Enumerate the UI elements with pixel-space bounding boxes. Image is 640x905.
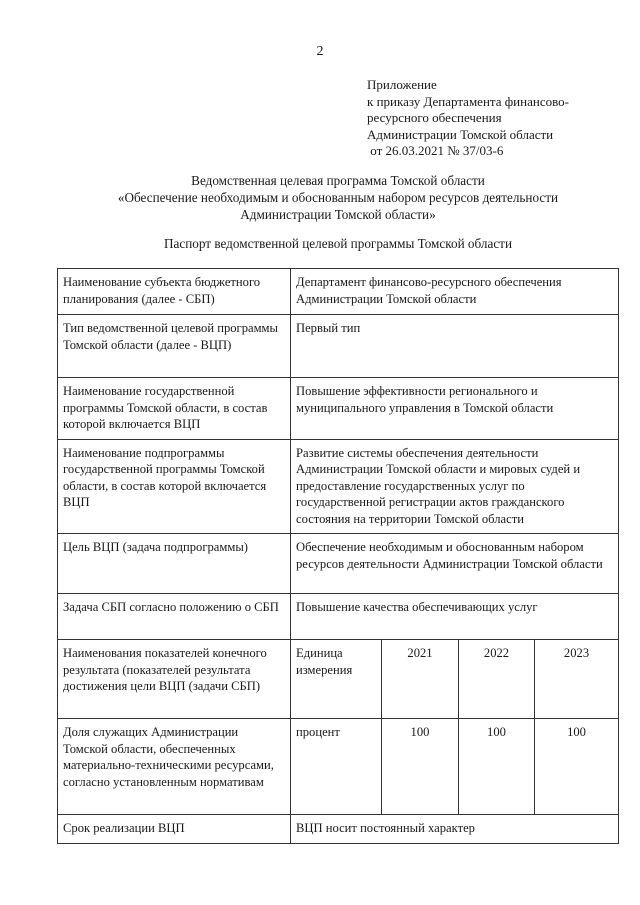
row-label: Наименование подпрограммы государственной программы Томской области, в состав которой включается ВЦП — [58, 439, 291, 534]
table-row — [58, 439, 619, 534]
program-title-line: Администрации Томской области» — [240, 207, 436, 222]
row-value: Департамент финансово-ресурсного обеспечения Администрации Томской области — [291, 269, 619, 315]
appendix-line: ресурсного обеспечения — [367, 110, 502, 125]
year-header: 2023 — [535, 640, 619, 719]
table-row — [58, 534, 619, 594]
appendix-line: Приложение — [367, 77, 437, 92]
row-label: Цель ВЦП (задача подпрограммы) — [58, 534, 291, 594]
indicator-value: 100 — [459, 719, 535, 815]
table-row — [58, 378, 619, 440]
indicators-header-row — [58, 640, 619, 719]
program-title — [60, 172, 616, 223]
term-label: Срок реализации ВЦП — [58, 815, 291, 844]
appendix-line: к приказу Департамента финансово- — [367, 93, 569, 109]
table-row — [58, 315, 619, 378]
row-value: Повышение качества обеспечивающих услуг — [291, 594, 619, 640]
indicator-unit: процент — [291, 719, 382, 815]
table-row — [58, 269, 619, 315]
program-title-line: «Обеспечение необходимым и обоснованным набором ресурсов деятельности — [117, 190, 559, 205]
row-value: Повышение эффективности регионального и муниципального управления в Томской области — [291, 378, 619, 440]
indicator-value: 100 — [535, 719, 619, 815]
row-label: Тип ведомственной целевой программы Томской области (далее - ВЦП) — [58, 315, 291, 378]
year-header: 2021 — [382, 640, 459, 719]
term-row — [58, 815, 619, 844]
indicator-label: Доля служащих Администрации Томской области, обеспеченных материально-техническими ресурсами, согласно установленным нормативам — [58, 719, 291, 815]
appendix-block — [367, 77, 632, 160]
year-header: 2022 — [459, 640, 535, 719]
program-title-line: Ведомственная целевая программа Томской области — [191, 173, 485, 188]
indicator-row — [58, 719, 619, 815]
indicators-label: Наименования показателей конечного результата (показателей результата достижения цели ВЦП (задачи СБП) — [58, 640, 291, 719]
table-row — [58, 594, 619, 640]
row-label: Наименование субъекта бюджетного планирования (далее - СБП) — [58, 269, 291, 315]
row-label: Наименование государственной программы Томской области, в состав которой включается ВЦП — [58, 378, 291, 440]
passport-table — [57, 268, 619, 844]
unit-header: Единица измерения — [291, 640, 382, 719]
appendix-line: Администрации Томской области — [367, 126, 554, 142]
row-value: Обеспечение необходимым и обоснованным набором ресурсов деятельности Администрации Томской области — [291, 534, 619, 594]
passport-title: Паспорт ведомственной целевой программы Томской области — [163, 236, 513, 251]
page-number: 2 — [316, 44, 324, 59]
term-value: ВЦП носит постоянный характер — [291, 815, 619, 844]
row-value: Развитие системы обеспечения деятельности Администрации Томской области и мировых судей и предоставление государственных услуг по государственной регистрации актов гражданского состояния на территории Томской области — [291, 439, 619, 534]
appendix-line: от 26.03.2021 № 37/03-6 — [367, 143, 504, 158]
row-value: Первый тип — [291, 315, 619, 378]
row-label: Задача СБП согласно положению о СБП — [58, 594, 291, 640]
indicator-value: 100 — [382, 719, 459, 815]
